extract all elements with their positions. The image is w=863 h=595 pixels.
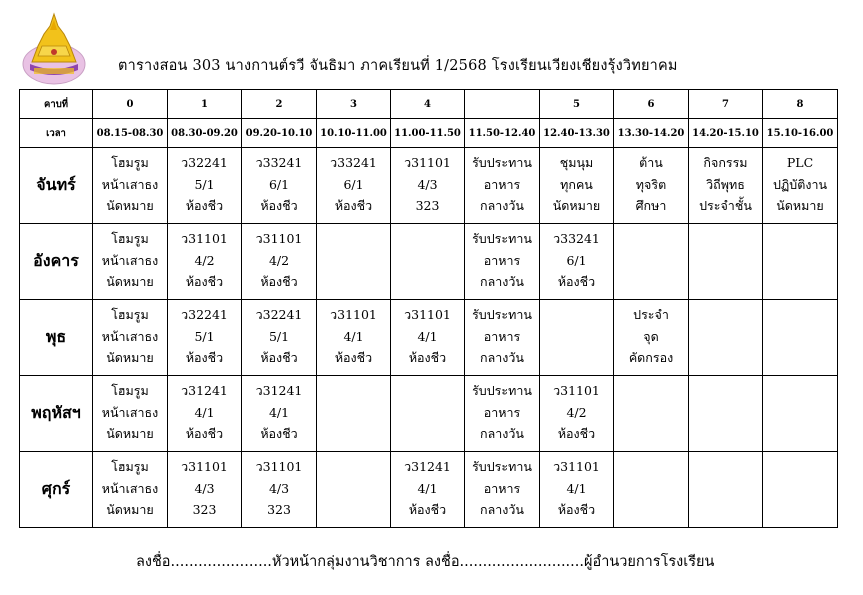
cell-line: นัดหมาย [106, 426, 154, 441]
schedule-cell [391, 224, 465, 300]
cell-line: ว31241 [181, 383, 228, 398]
cell-line: นัดหมาย [106, 502, 154, 517]
cell-line: 323 [267, 502, 291, 517]
day-row [20, 148, 838, 224]
cell-line: ห้องชีว [260, 274, 298, 289]
schedule-cell [689, 376, 763, 452]
cell-line: นัดหมาย [776, 198, 824, 213]
day-name: ศุกร์ [20, 452, 93, 528]
schedule-cell [391, 376, 465, 452]
cell-line: กลางวัน [480, 274, 524, 289]
cell-line: โฮมรูม [111, 155, 149, 170]
schedule-cell [465, 224, 540, 300]
cell-line: ว32241 [181, 307, 228, 322]
cell-line: ว32241 [181, 155, 228, 170]
cell-line: 4/1 [194, 404, 215, 420]
cell-line: 5/1 [194, 328, 215, 344]
period-label: คาบที่ [20, 90, 93, 119]
cell-line: รับประทาน [472, 231, 532, 246]
schedule-cell [317, 148, 391, 224]
schedule-cell [242, 452, 317, 528]
cell-line: รับประทาน [472, 383, 532, 398]
signature-line: ลงชื่อ......................หัวหน้ากลุ่มงานวิชาการ ลงชื่อ...........................ผู้อำนวยการโรงเรียน [136, 554, 715, 570]
cell-line: วิถีพุทธ [706, 176, 745, 192]
time-slot: 10.10-11.00 [317, 119, 391, 148]
cell-line: ว31101 [553, 459, 600, 474]
schedule-cell [763, 148, 838, 224]
cell-line: หน้าเสาธง [101, 328, 159, 344]
cell-line: ว31101 [404, 155, 451, 170]
schedule-cell [391, 148, 465, 224]
schedule-cell [168, 224, 242, 300]
cell-line: PLC [786, 155, 814, 170]
cell-line: 4/1 [566, 480, 587, 496]
schedule-cell [763, 224, 838, 300]
cell-line: หน้าเสาธง [101, 480, 159, 496]
cell-line: หน้าเสาธง [101, 176, 159, 192]
schedule-cell [317, 452, 391, 528]
schedule-cell [317, 300, 391, 376]
cell-line: 4/3 [194, 480, 215, 496]
schedule-cell [168, 148, 242, 224]
period-number: 2 [242, 90, 317, 119]
cell-line: 4/2 [566, 404, 587, 420]
cell-line: รับประทาน [472, 459, 532, 474]
timetable [19, 89, 838, 528]
period-number: 4 [391, 90, 465, 119]
period-number: 0 [93, 90, 168, 119]
schedule-cell [317, 224, 391, 300]
cell-line: ว31101 [553, 383, 600, 398]
schedule-cell [168, 300, 242, 376]
schedule-cell [540, 300, 614, 376]
cell-line: กลางวัน [480, 502, 524, 517]
day-row [20, 224, 838, 300]
cell-line: ห้องชีว [334, 198, 373, 213]
cell-line: ศึกษา [635, 198, 667, 213]
cell-line: กลางวัน [480, 426, 524, 441]
cell-line: ห้องชีว [260, 426, 298, 441]
cell-line: 323 [192, 502, 217, 517]
schedule-cell [689, 452, 763, 528]
cell-line: อาหาร [483, 252, 521, 268]
cell-line: หน้าเสาธง [101, 252, 159, 268]
cell-line: ว31241 [255, 383, 303, 398]
cell-line: จุด [643, 328, 659, 344]
schedule-cell [540, 452, 614, 528]
cell-line: โฮมรูม [111, 383, 149, 398]
cell-line: ว31101 [181, 459, 228, 474]
period-number: 6 [614, 90, 689, 119]
cell-line: 4/1 [268, 404, 290, 420]
period-number [465, 90, 540, 119]
period-number: 1 [168, 90, 242, 119]
cell-line: ห้องชีว [185, 198, 224, 213]
cell-line: 5/1 [194, 176, 215, 192]
schedule-cell [242, 376, 317, 452]
cell-line: 4/2 [268, 252, 290, 268]
cell-line: รับประทาน [472, 307, 532, 322]
schedule-cell [540, 376, 614, 452]
day-name: พฤหัสฯ [20, 376, 93, 452]
cell-line: ว33241 [553, 231, 600, 246]
schedule-cell [689, 148, 763, 224]
cell-line: ว33241 [330, 155, 377, 170]
cell-line: ห้องชีว [557, 274, 596, 289]
cell-line: โฮมรูม [111, 231, 149, 246]
cell-line: ว32241 [255, 307, 303, 322]
schedule-cell [465, 376, 540, 452]
cell-line: ปฏิบัติงาน [772, 176, 828, 192]
schedule-cell [465, 148, 540, 224]
cell-line: 6/1 [566, 252, 587, 268]
schedule-cell [689, 224, 763, 300]
day-row [20, 376, 838, 452]
cell-line: อาหาร [483, 328, 521, 344]
cell-line: 4/1 [343, 328, 364, 344]
schedule-cell [614, 452, 689, 528]
period-number: 5 [540, 90, 614, 119]
time-slot: 11.50-12.40 [465, 119, 540, 148]
cell-line: 5/1 [268, 328, 290, 344]
cell-line: ต้าน [639, 155, 663, 170]
time-slot: 15.10-16.00 [763, 119, 838, 148]
schedule-cell [540, 148, 614, 224]
schedule-cell [763, 300, 838, 376]
cell-line: ห้องชีว [185, 274, 224, 289]
period-number: 3 [317, 90, 391, 119]
schedule-cell [93, 224, 168, 300]
schedule-cell [614, 148, 689, 224]
cell-line: 4/2 [194, 252, 215, 268]
schedule-cell [93, 148, 168, 224]
cell-line: คัดกรอง [628, 350, 674, 365]
schedule-cell [763, 452, 838, 528]
cell-line: นัดหมาย [106, 350, 154, 365]
cell-line: 6/1 [343, 176, 364, 192]
cell-line: 4/3 [268, 480, 290, 496]
cell-line: ชุมนุม [559, 155, 594, 170]
time-slot: 13.30-14.20 [614, 119, 689, 148]
cell-line: ว31241 [404, 459, 451, 474]
cell-line: ประจำ [633, 307, 669, 322]
time-slot: 11.00-11.50 [391, 119, 465, 148]
cell-line: โฮมรูม [111, 307, 149, 322]
schedule-cell [614, 300, 689, 376]
schedule-cell [93, 376, 168, 452]
cell-line: กิจกรรม [703, 155, 748, 170]
time-slot: 14.20-15.10 [689, 119, 763, 148]
cell-line: กลางวัน [480, 198, 524, 213]
time-label: เวลา [20, 119, 93, 148]
cell-line: 323 [415, 198, 440, 213]
day-name: อังคาร [20, 224, 93, 300]
cell-line: ห้องชีว [557, 426, 596, 441]
page-title: ตารางสอน 303 นางกานต์รวี จันธิมา ภาคเรียนที่ 1/2568 โรงเรียนเวียงเชียงรุ้งวิทยาคม [118, 58, 678, 74]
cell-line: ห้องชีว [185, 426, 224, 441]
cell-line: โฮมรูม [111, 459, 149, 474]
period-number: 7 [689, 90, 763, 119]
cell-line: อาหาร [483, 404, 521, 420]
schedule-cell [614, 224, 689, 300]
schedule-cell [391, 300, 465, 376]
schedule-cell [317, 376, 391, 452]
time-slot: 08.15-08.30 [93, 119, 168, 148]
schedule-cell [242, 224, 317, 300]
cell-line: ห้องชีว [408, 502, 447, 517]
schedule-cell [93, 300, 168, 376]
day-name: จันทร์ [20, 148, 93, 224]
time-slot: 09.20-10.10 [242, 119, 317, 148]
cell-line: ว31101 [181, 231, 228, 246]
cell-line: ห้องชีว [185, 350, 224, 365]
cell-line: 6/1 [268, 176, 290, 192]
cell-line: ห้องชีว [260, 198, 298, 213]
cell-line: ว31101 [255, 459, 303, 474]
cell-line: หน้าเสาธง [101, 404, 159, 420]
schedule-cell [242, 300, 317, 376]
cell-line: นัดหมาย [106, 274, 154, 289]
time-row [20, 119, 838, 148]
cell-line: ทุจริต [635, 176, 667, 192]
cell-line: อาหาร [483, 480, 521, 496]
cell-line: ประจำชั้น [699, 198, 752, 213]
cell-line: ห้องชีว [334, 350, 373, 365]
cell-line: กลางวัน [480, 350, 524, 365]
cell-line: 4/1 [417, 480, 438, 496]
period-number: 8 [763, 90, 838, 119]
period-row [20, 90, 838, 119]
cell-line: ห้องชีว [557, 502, 596, 517]
schedule-cell [391, 452, 465, 528]
schedule-cell [168, 376, 242, 452]
schedule-cell [465, 300, 540, 376]
day-row [20, 452, 838, 528]
day-row [20, 300, 838, 376]
cell-line: ทุกคน [560, 176, 593, 192]
schedule-cell [93, 452, 168, 528]
day-name: พุธ [20, 300, 93, 376]
cell-line: ห้องชีว [408, 350, 447, 365]
schedule-cell [689, 300, 763, 376]
schedule-cell [540, 224, 614, 300]
schedule-cell [242, 148, 317, 224]
schedule-cell [614, 376, 689, 452]
cell-line: ว31101 [255, 231, 303, 246]
time-slot: 12.40-13.30 [540, 119, 614, 148]
cell-line: นัดหมาย [552, 198, 601, 213]
cell-line: 4/3 [417, 176, 438, 192]
cell-line: 4/1 [417, 328, 438, 344]
school-logo [20, 12, 88, 88]
cell-line: รับประทาน [472, 155, 532, 170]
cell-line: ว31101 [404, 307, 451, 322]
schedule-cell [168, 452, 242, 528]
cell-line: ว31101 [330, 307, 377, 322]
cell-line: นัดหมาย [106, 198, 154, 213]
schedule-cell [763, 376, 838, 452]
cell-line: ห้องชีว [260, 350, 298, 365]
cell-line: อาหาร [483, 176, 521, 192]
schedule-cell [465, 452, 540, 528]
cell-line: ว33241 [255, 155, 303, 170]
time-slot: 08.30-09.20 [168, 119, 242, 148]
